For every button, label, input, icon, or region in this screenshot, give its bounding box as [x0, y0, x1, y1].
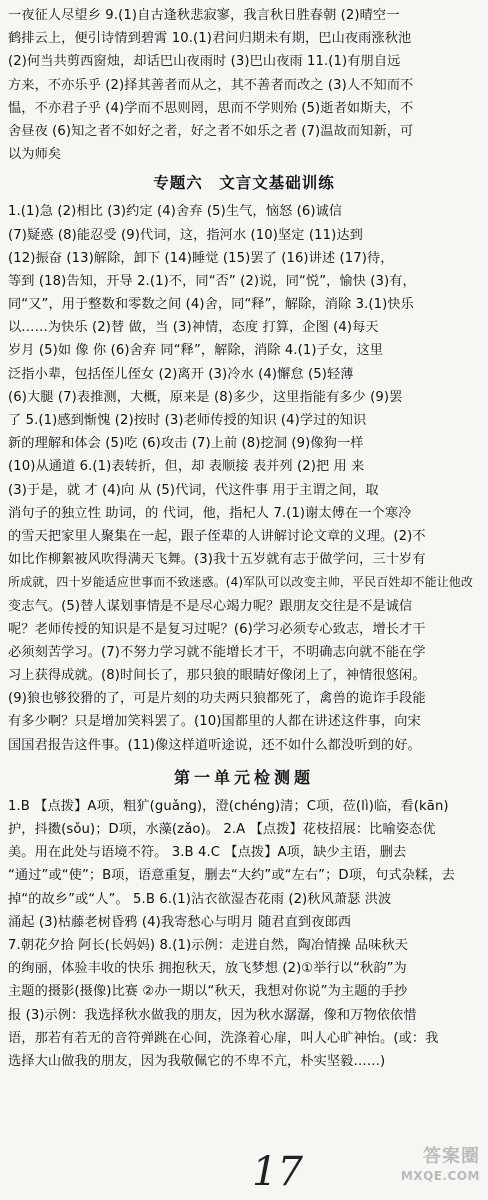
text-line: 主题的摄影(摄像)比赛 ②办一期以“秋天，我想对你说”为主题的手抄: [8, 984, 408, 1000]
text-line: (10)从通道 6.(1)表转折，但，却 表顺接 表并列 (2)把 用 来: [8, 459, 365, 475]
text-line: 有多少啊？只是增加笑料罢了。(10)国都里的人都在讲述这件事，向宋: [8, 714, 421, 730]
text-line: 以……为快乐 (2)替 做，当 (3)神情，态度 打算，企图 (4)每天: [8, 320, 379, 336]
intro-answers: [8, 4, 480, 166]
text-line: (7)疑惑 (8)能忍受 (9)代词，这，指河水 (10)坚定 (11)达到: [8, 227, 363, 243]
text-line: (12)振奋 (13)解除，卸下 (14)睡觉 (15)罢了 (16)讲述 (17)待，: [8, 250, 394, 266]
watermark-logo-text: 答案圈: [423, 1146, 480, 1167]
text-line: 选择大山做我的朋友，因为我敬佩它的不卑不亢，朴实坚毅……): [8, 1053, 386, 1069]
text-line: 变志气。(5)替人谋划事情是不是尽心竭力呢？跟朋友交往是不是诚信: [8, 598, 413, 614]
text-line: 愠，不亦君子乎 (4)学而不思则罔，思而不学则殆 (5)逝者如斯夫，不: [8, 100, 414, 116]
text-line: 等到 (18)告知，开导 2.(1)不，同“否” (2)说，同“悦”，愉快 (3)有，: [8, 273, 416, 289]
text-line: (2)何当共剪西窗烛，却话巴山夜雨时 (3)巴山夜雨 11.(1)有朋自远: [8, 54, 401, 70]
text-line: 必须刻苦学习。(7)不努力学习就不能增长才干，不明确志向就不能在学: [8, 644, 426, 660]
text-line: 的绚丽，体验丰收的快乐 拥抱秋天，放飞梦想 (2)①举行以“秋韵”为: [8, 961, 407, 977]
classical-chinese-answers: [8, 200, 480, 757]
section-title-unit-test: 第一单元检测题: [173, 767, 314, 787]
text-line: 语，那若有若无的音符弹跳在心间，洗涤着心扉，叫人心旷神怡。(或：我: [8, 1030, 439, 1046]
text-line: 1.(1)急 (2)相比 (3)约定 (4)舍弃 (5)生气，恼怒 (6)诚信: [8, 204, 343, 220]
watermark-url: MXQE.COM: [400, 1169, 480, 1183]
page-number: 17: [252, 1149, 303, 1195]
text-line: 国国君报告这件事。(11)像这样道听途说，还不如什么都没听到的好。: [8, 737, 421, 753]
text-line: (3)于是，就 才 (4)向 从 (5)代词，代这件事 用于主谓之间，取: [8, 482, 379, 498]
text-line: 1.B 【点拨】A项，粗犷(guǎng)，澄(chéng)清；C项，莅(lì)临，看(kān): [8, 798, 449, 814]
text-line: 掉“的故乡”或“人”。 5.B 6.(1)沾衣欲湿杏花雨 (2)秋风萧瑟 洪波: [8, 891, 392, 907]
text-line: “通过”或“使”；B项，语意重复，删去“大约”或“左右”；D项，句式杂糅，去: [8, 868, 455, 884]
text-line: 鹤排云上，便引诗情到碧霄 10.(1)君问归期未有期，巴山夜雨涨秋池: [8, 31, 412, 47]
text-line: 同“又”，用于整数和零数之间 (4)舍，同“释”，解除，消除 3.(1)快乐: [8, 297, 414, 313]
text-line: 呢？老师传授的知识是不是复习过呢？(6)学习必须专心致志，增长才干: [8, 621, 426, 637]
text-line: 新的理解和体会 (5)吃 (6)攻击 (7)上前 (8)挖洞 (9)像狗一样: [8, 436, 364, 452]
text-line: 一夜征人尽望乡 9.(1)自古逢秋悲寂寥，我言秋日胜春朝 (2)晴空一: [8, 8, 400, 23]
text-line: 岁月 (5)如 像 你 (6)舍弃 同“释”，解除，消除 4.(1)子女，这里: [8, 343, 384, 359]
text-line: 美。用在此处与语境不符。 3.B 4.C 【点拨】A项，缺少主语，删去: [8, 845, 407, 861]
text-line: (9)狼也够狡猾的了，可是片刻的功夫两只狼都死了，禽兽的诡诈手段能: [8, 691, 426, 707]
text-line: 报 (3)示例：我选择秋水做我的朋友，因为秋水潺潺，像和万物依依惜: [8, 1007, 417, 1023]
unit-test-answers: [8, 795, 480, 1073]
text-line: 的雪天把家里人聚集在一起，跟子侄辈的人讲解讨论文章的义理。(2)不: [8, 528, 426, 544]
watermark-logo: [396, 1146, 480, 1194]
text-line: 以为师矣: [8, 147, 62, 163]
text-line: 所成就，四十岁能适应世事而不致迷惑。(4)军队可以改变主帅，平民百姓却不能让他改: [8, 575, 474, 590]
text-line: 方来，不亦乐乎 (2)择其善者而从之，其不善者而改之 (3)人不知而不: [8, 77, 414, 93]
text-line: 习上获得成就。(8)时间长了，那只狼的眼睛好像闭上了，神情很悠闲。: [8, 668, 426, 684]
text-line: 如比作柳絮被风吹得满天飞舞。(3)我十五岁就有志于做学问，三十岁有: [8, 552, 426, 568]
text-line: 消句子的独立性 助词，的 代词，他，指杞人 7.(1)谢太傅在一个寒冷: [8, 505, 412, 521]
text-line: 护，抖擞(sǒu)；D项，水藻(zǎo)。 2.A 【点拨】花枝招展：比喻姿态优: [8, 822, 436, 837]
text-line: 泛指小辈，包括侄儿侄女 (2)离开 (3)冷水 (4)懈怠 (5)轻薄: [8, 366, 354, 382]
text-line: 涌起 (3)枯藤老树昏鸦 (4)我寄愁心与明月 随君直到夜郎西: [8, 914, 352, 930]
text-line: 7.朝花夕拾 阿长(长妈妈) 8.(1)示例：走进自然，陶冶情操 品味秋天: [8, 937, 409, 953]
text-line: 舍昼夜 (6)知之者不如好之者，好之者不如乐之者 (7)温故而知新，可: [8, 123, 414, 139]
text-line: (6)大腿 (7)表推测，大概，原来是 (8)多少，这里指能有多少 (9)罢: [8, 389, 403, 405]
text-line: 了 5.(1)感到惭愧 (2)按时 (3)老师传授的知识 (4)学过的知识: [8, 413, 367, 428]
section-title-classical-chinese: 专题六 文言文基础训练: [153, 173, 335, 193]
